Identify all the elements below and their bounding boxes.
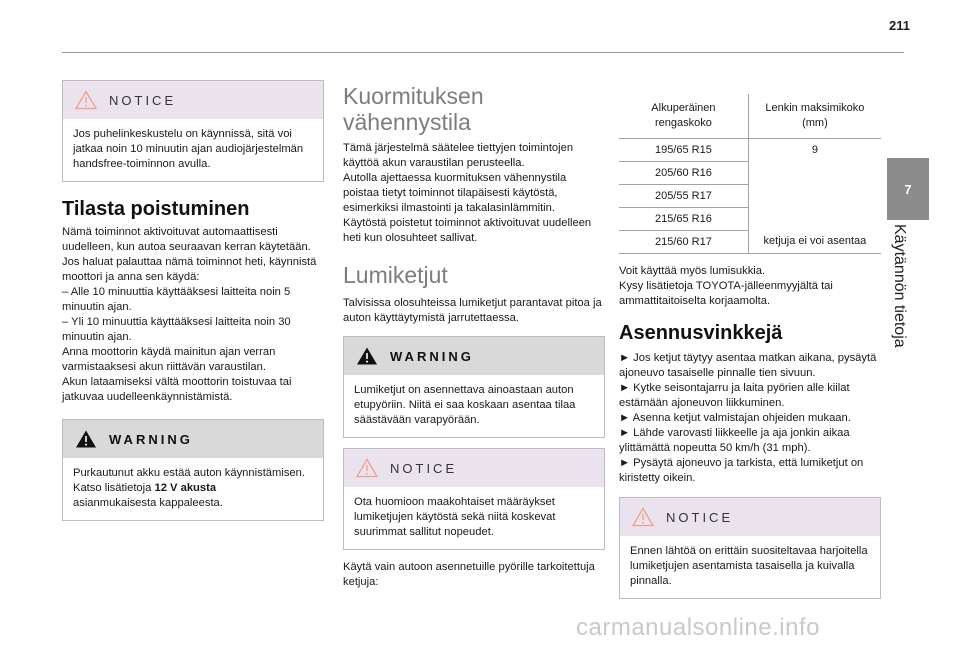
warning-label: WARNING (109, 431, 193, 447)
watermark: carmanualsonline.info (576, 614, 820, 641)
column-1 (62, 80, 324, 521)
tip-item: ► Kytke seisontajarru ja laita pyörien alle kiilat estämään ajoneuvon liikkuminen. (619, 382, 850, 409)
link-size-cell: 9 (811, 144, 818, 156)
warning-text: Lumiketjut on asennettava ainoastaan auton etupyöriin. Niitä ei saa koskaan asentaa tilaa säästävään varapyörään. (354, 384, 576, 426)
notice-triangle-icon (75, 90, 97, 110)
table-header-row (619, 94, 881, 139)
warning-box (343, 336, 605, 438)
paragraph: Anna moottorin käydä mainitun ajan verran varmistaaksesi akun riittävän varaustilan. (62, 346, 276, 373)
notice-label: NOTICE (390, 460, 458, 476)
notice-label: NOTICE (666, 509, 734, 525)
heading-tilasta-poistuminen: Tilasta poistuminen (62, 198, 250, 220)
notice-header (63, 81, 323, 119)
paragraph: Käytä vain autoon asennetuille pyörille tarkoitettuja ketjuja: (343, 561, 595, 588)
notice-header (344, 449, 604, 487)
paragraph: Akun lataamiseksi vältä moottorin toistuvaa tai jatkuvaa uudelleenkäynnistämistä. (62, 376, 292, 403)
notice-label: NOTICE (109, 92, 177, 108)
list-item: – Yli 10 minuuttia käyttääksesi laitteita noin 30 minuutin ajan. (62, 316, 291, 343)
warning-header (344, 337, 604, 375)
heading-kuormituksen-vahennystila: Kuormituksen vähennystila (343, 83, 484, 135)
warning-text: asianmukaisesta kappaleesta. (73, 497, 223, 509)
warning-header (63, 420, 323, 458)
tip-item: ► Jos ketjut täytyy asentaa matkan aikana, pysäytä ajoneuvo tasaiselle pinnalle tien sivuun. (619, 352, 877, 379)
warning-box (62, 419, 324, 521)
body-text (62, 225, 324, 405)
warning-prefix: Katso lisätietoja (73, 482, 155, 494)
paragraph: Käytöstä poistetut toiminnot aktivoituvat uudelleen heti kun olosuhteet sallivat. (343, 217, 592, 244)
paragraph: Autolla ajettaessa kuormituksen vähennystila poistaa tietyt toiminnot tilapäisesti käytöstä, esimerkiksi ilmastointi ja takalasinlämmitin. (343, 172, 567, 214)
paragraph: Kysy lisätietoja TOYOTA-jälleenmyyjältä tai ammattitaitoiselta korjaamolta. (619, 280, 833, 307)
tyre-size-cell: 215/60 R17 (619, 231, 748, 254)
warning-text (73, 481, 313, 496)
warning-label: WARNING (390, 348, 474, 364)
tyre-size-cell: 215/65 R16 (619, 208, 748, 231)
tyre-size-cell: 195/65 R15 (619, 139, 748, 162)
snow-chain-table (619, 94, 881, 254)
tips-list (619, 351, 881, 486)
table-header-size: Alkuperäinen rengaskoko (619, 94, 748, 139)
tip-item: ► Pysäytä ajoneuvo ja tarkista, että lumiketjut on kiristetty oikein. (619, 457, 864, 484)
paragraph: Tämä järjestelmä säätelee tiettyjen toimintojen käyttöä akun varaustilan perusteella. (343, 142, 574, 169)
notice-text: Jos puhelinkeskustelu on käynnissä, sitä voi jatkaa noin 10 minuutin ajan audiojärjestelmän handsfree-toiminnon avulla. (73, 128, 304, 170)
notice-text: Ennen lähtöä on erittäin suositeltavaa harjoitella lumiketjujen asentamista tasaisella ja kuivalla pinnalla. (630, 545, 868, 587)
tyre-size-cell: 205/60 R16 (619, 162, 748, 185)
tyre-size-cell: 205/55 R17 (619, 185, 748, 208)
paragraph: Talvisissa olosuhteissa lumiketjut parantavat pitoa ja auton käyttäytymistä jarrutettaessa. (343, 297, 602, 324)
table-row (619, 231, 881, 254)
paragraph: Jos haluat palauttaa nämä toiminnot heti, käynnistä moottori ja anna sen käydä: (62, 256, 317, 283)
header-rule (62, 52, 904, 53)
table-row (619, 139, 881, 162)
notice-box (343, 448, 605, 550)
list-item: – Alle 10 minuuttia käyttääksesi laitteita noin 5 minuutin ajan. (62, 286, 291, 313)
warning-text: Purkautunut akku estää auton käynnistämisen. (73, 467, 305, 479)
warning-link-text: 12 V akusta (154, 482, 217, 494)
notice-box (619, 497, 881, 599)
table-header-link: Lenkin maksimikoko (mm) (748, 94, 881, 139)
notice-text: Ota huomioon maakohtaiset määräykset lumiketjujen käytöstä sekä niitä koskevat suurimmat sallitut nopeudet. (354, 496, 556, 538)
warning-triangle-icon (356, 346, 378, 366)
notice-header (620, 498, 880, 536)
body-text (619, 264, 881, 309)
page-number: 211 (889, 18, 910, 33)
chapter-tab[interactable]: 7 (887, 158, 929, 220)
chapter-title: Käytännön tietoja (891, 224, 908, 348)
tip-item: ► Asenna ketjut valmistajan ohjeiden mukaan. (619, 412, 851, 424)
column-3 (619, 80, 881, 599)
link-size-cell: ketjuja ei voi asentaa (748, 231, 881, 254)
heading-asennusvinkkeja: Asennusvinkkejä (619, 322, 783, 344)
tip-item: ► Lähde varovasti liikkeelle ja aja jonkin aikaa ylittämättä nopeutta 50 km/h (31 mph). (619, 427, 850, 454)
column-2 (343, 80, 605, 590)
notice-triangle-icon (632, 507, 654, 527)
notice-triangle-icon (356, 458, 378, 478)
notice-box (62, 80, 324, 182)
body-text (343, 141, 605, 246)
warning-triangle-icon (75, 429, 97, 449)
heading-lumiketjut: Lumiketjut (343, 262, 448, 288)
paragraph: Nämä toiminnot aktivoituvat automaattisesti uudelleen, kun autoa seuraavan kerran käytetään. (62, 226, 311, 253)
paragraph: Voit käyttää myös lumisukkia. (619, 265, 766, 277)
